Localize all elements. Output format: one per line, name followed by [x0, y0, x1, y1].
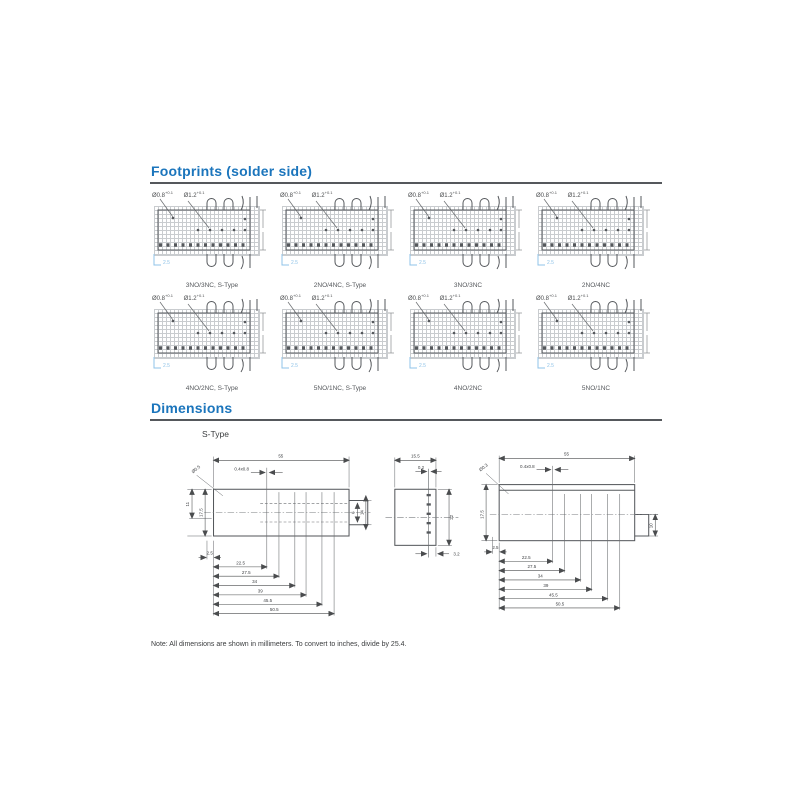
hole-dia-large-label: $Ø1.2^{+0.1}$ — [439, 190, 461, 199]
svg-text:0.4x0.8: 0.4x0.8 — [520, 463, 535, 469]
svg-text:27.5: 27.5 — [527, 564, 537, 570]
pitch-label: 2.5 — [419, 363, 426, 369]
s-type-label: S-Type — [202, 429, 229, 439]
pitch-label: 2.5 — [547, 363, 554, 369]
dimension-drawing-end-view — [378, 441, 467, 631]
svg-text:2.5: 2.5 — [206, 550, 213, 556]
hole-dia-large-label: $Ø1.2^{+0.1}$ — [567, 293, 589, 302]
hole-diameter-labels — [536, 293, 589, 302]
hole-diameter-labels — [408, 293, 461, 302]
svg-text:55: 55 — [278, 453, 284, 459]
svg-text:39: 39 — [543, 582, 549, 588]
svg-text:34: 34 — [538, 573, 543, 579]
pitch-label: 2.5 — [419, 260, 426, 266]
footprint-diagram-5 — [150, 295, 274, 392]
svg-text:27.5: 27.5 — [241, 569, 251, 575]
hole-dia-small-label: $Ø0.8^{+0.1}$ — [152, 293, 173, 302]
footprint-diagram-3 — [406, 192, 530, 289]
svg-text:0.2: 0.2 — [418, 465, 425, 471]
svg-text:2.5: 2.5 — [492, 545, 499, 551]
hole-dia-large-label: $Ø1.2^{+0.1}$ — [439, 293, 461, 302]
svg-text:3.2: 3.2 — [453, 551, 461, 557]
hole-diameter-labels — [408, 190, 461, 199]
svg-text:15.5: 15.5 — [411, 453, 421, 459]
footprints-heading: Footprints (solder side) — [151, 163, 313, 179]
svg-text:14: 14 — [359, 510, 365, 516]
hole-dia-small-label: $Ø0.8^{+0.1}$ — [280, 293, 301, 302]
svg-text:6: 6 — [350, 511, 356, 514]
svg-text:11: 11 — [185, 501, 191, 507]
svg-text:39: 39 — [257, 588, 263, 594]
footprints-grid — [150, 192, 662, 392]
svg-text:45.5: 45.5 — [549, 592, 558, 598]
footprint-caption: 3NO/3NC, S-Type — [185, 282, 239, 289]
svg-text:17.5: 17.5 — [479, 510, 485, 519]
section-rule — [150, 182, 662, 184]
footprint-diagram-7 — [406, 295, 530, 392]
hole-dia-large-label: $Ø1.2^{+0.1}$ — [567, 190, 589, 199]
footprint-caption: 5NO/1NC, S-Type — [313, 385, 367, 392]
hole-dia-small-label: $Ø0.8^{+0.1}$ — [536, 190, 557, 199]
svg-text:45.5: 45.5 — [263, 597, 273, 603]
footprint-caption: 2NO/4NC, S-Type — [313, 282, 367, 289]
footprint-caption: 2NO/4NC — [581, 282, 611, 289]
hole-diameter-labels — [152, 190, 205, 199]
hole-dia-small-label: $Ø0.8^{+0.1}$ — [408, 190, 429, 199]
footprint-caption: 5NO/1NC — [581, 385, 611, 392]
pitch-label: 2.5 — [291, 260, 298, 266]
dimension-drawing-side-view — [178, 441, 372, 631]
svg-text:22.5: 22.5 — [522, 554, 531, 560]
svg-text:Ø0.5: Ø0.5 — [190, 464, 202, 475]
hole-diameter-labels — [536, 190, 589, 199]
footprint-caption: 3NO/3NC — [453, 282, 483, 289]
footprint-diagram-4 — [534, 192, 658, 289]
hole-dia-small-label: $Ø0.8^{+0.1}$ — [536, 293, 557, 302]
hole-dia-large-label: $Ø1.2^{+0.1}$ — [311, 293, 333, 302]
dimension-drawings — [178, 441, 662, 631]
hole-dia-small-label: $Ø0.8^{+0.1}$ — [152, 190, 173, 199]
hole-dia-large-label: $Ø1.2^{+0.1}$ — [183, 293, 205, 302]
footprint-diagram-6 — [278, 295, 402, 392]
hole-dia-large-label: $Ø1.2^{+0.1}$ — [183, 190, 205, 199]
pitch-label: 2.5 — [163, 363, 170, 369]
footprint-caption: 4NO/2NC, S-Type — [185, 385, 239, 392]
footprint-caption: 4NO/2NC — [453, 385, 483, 392]
hole-dia-small-label: $Ø0.8^{+0.1}$ — [408, 293, 429, 302]
footprint-diagram-8 — [534, 295, 658, 392]
svg-text:34: 34 — [252, 579, 258, 585]
svg-text:50.5: 50.5 — [555, 601, 565, 607]
hole-diameter-labels — [152, 293, 205, 302]
hole-dia-small-label: $Ø0.8^{+0.1}$ — [280, 190, 301, 199]
page-content — [150, 163, 662, 648]
units-note: Note: All dimensions are shown in millimeters. To convert to inches, divide by 25.4. — [151, 641, 407, 648]
pitch-label: 2.5 — [291, 363, 298, 369]
pitch-label: 2.5 — [163, 260, 170, 266]
svg-text:17.5: 17.5 — [198, 508, 204, 517]
hole-diameter-labels — [280, 293, 333, 302]
svg-text:22.5: 22.5 — [236, 560, 245, 566]
section-rule — [150, 419, 662, 421]
svg-text:0.4x0.8: 0.4x0.8 — [234, 466, 250, 472]
svg-text:55: 55 — [564, 451, 570, 457]
svg-text:10: 10 — [648, 523, 654, 529]
svg-text:50.5: 50.5 — [269, 607, 279, 613]
dimensions-heading: Dimensions — [151, 400, 233, 416]
hole-diameter-labels — [280, 190, 333, 199]
svg-text:Ø0.3: Ø0.3 — [478, 462, 489, 473]
footprint-diagram-2 — [278, 192, 402, 289]
svg-text:22: 22 — [449, 514, 455, 520]
pitch-label: 2.5 — [547, 260, 554, 266]
footprint-diagram-1 — [150, 192, 274, 289]
dimension-drawing-top-view — [473, 441, 662, 631]
hole-dia-large-label: $Ø1.2^{+0.1}$ — [311, 190, 333, 199]
